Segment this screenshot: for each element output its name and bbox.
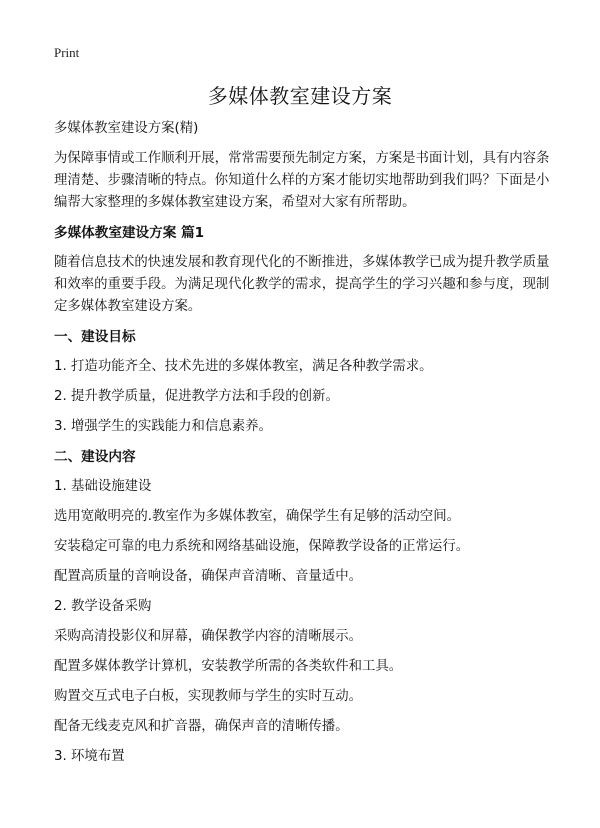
- equipment-item: 配置多媒体教学计算机，安装教学所需的各类软件和工具。: [54, 659, 403, 674]
- intro-paragraph: 为保障事情或工作顺利开展，常常需要预先制定方案，方案是书面计划，具有内容条理清楚、步骤清晰的特点。你知道什么样的方案才能切实地帮助到我们吗？下面是小编帮大家整理的多媒体教室建设方案，希望对大家有所帮助。: [54, 151, 550, 210]
- subsection-heading-equipment: 2. 教学设备采购: [54, 599, 152, 614]
- document-body: [54, 118, 554, 776]
- equipment-item: 采购高清投影仪和屏幕，确保教学内容的清晰展示。: [54, 629, 362, 644]
- subsection-heading-environment: 3. 环境布置: [54, 749, 125, 764]
- document-subtitle: 多媒体教室建设方案(精): [54, 121, 199, 136]
- section-intro-paragraph: 随着信息技术的快速发展和教育现代化的不断推进，多媒体教学已成为提升教学质量和效率的重要手段。为满足现代化教学的需求，提高学生的学习兴趣和参与度，现制定多媒体教室建设方案。: [54, 255, 550, 314]
- goal-item: 3. 增强学生的实践能力和信息素养。: [54, 419, 272, 434]
- infrastructure-item: 配置高质量的音响设备，确保声音清晰、音量适中。: [54, 569, 362, 584]
- infrastructure-item: 选用宽敞明亮的.教室作为多媒体教室，确保学生有足够的活动空间。: [54, 509, 460, 524]
- subsection-heading-infrastructure: 1. 基础设施建设: [54, 479, 152, 494]
- goals-heading: 一、建设目标: [54, 329, 136, 345]
- document-title: 多媒体教室建设方案: [207, 84, 393, 108]
- content-heading: 二、建设内容: [54, 449, 136, 465]
- section-heading: 多媒体教室建设方案 篇1: [54, 225, 205, 241]
- goal-item: 2. 提升教学质量，促进教学方法和手段的创新。: [54, 389, 339, 404]
- equipment-item: 配备无线麦克风和扩音器，确保声音的清晰传播。: [54, 719, 349, 734]
- infrastructure-item: 安装稳定可靠的电力系统和网络基础设施，保障教学设备的正常运行。: [54, 539, 470, 554]
- print-link[interactable]: Print: [54, 45, 80, 60]
- equipment-item: 购置交互式电子白板，实现教师与学生的实时互动。: [54, 689, 362, 704]
- goal-item: 1. 打造功能齐全、技术先进的多媒体教室，满足各种教学需求。: [54, 359, 433, 374]
